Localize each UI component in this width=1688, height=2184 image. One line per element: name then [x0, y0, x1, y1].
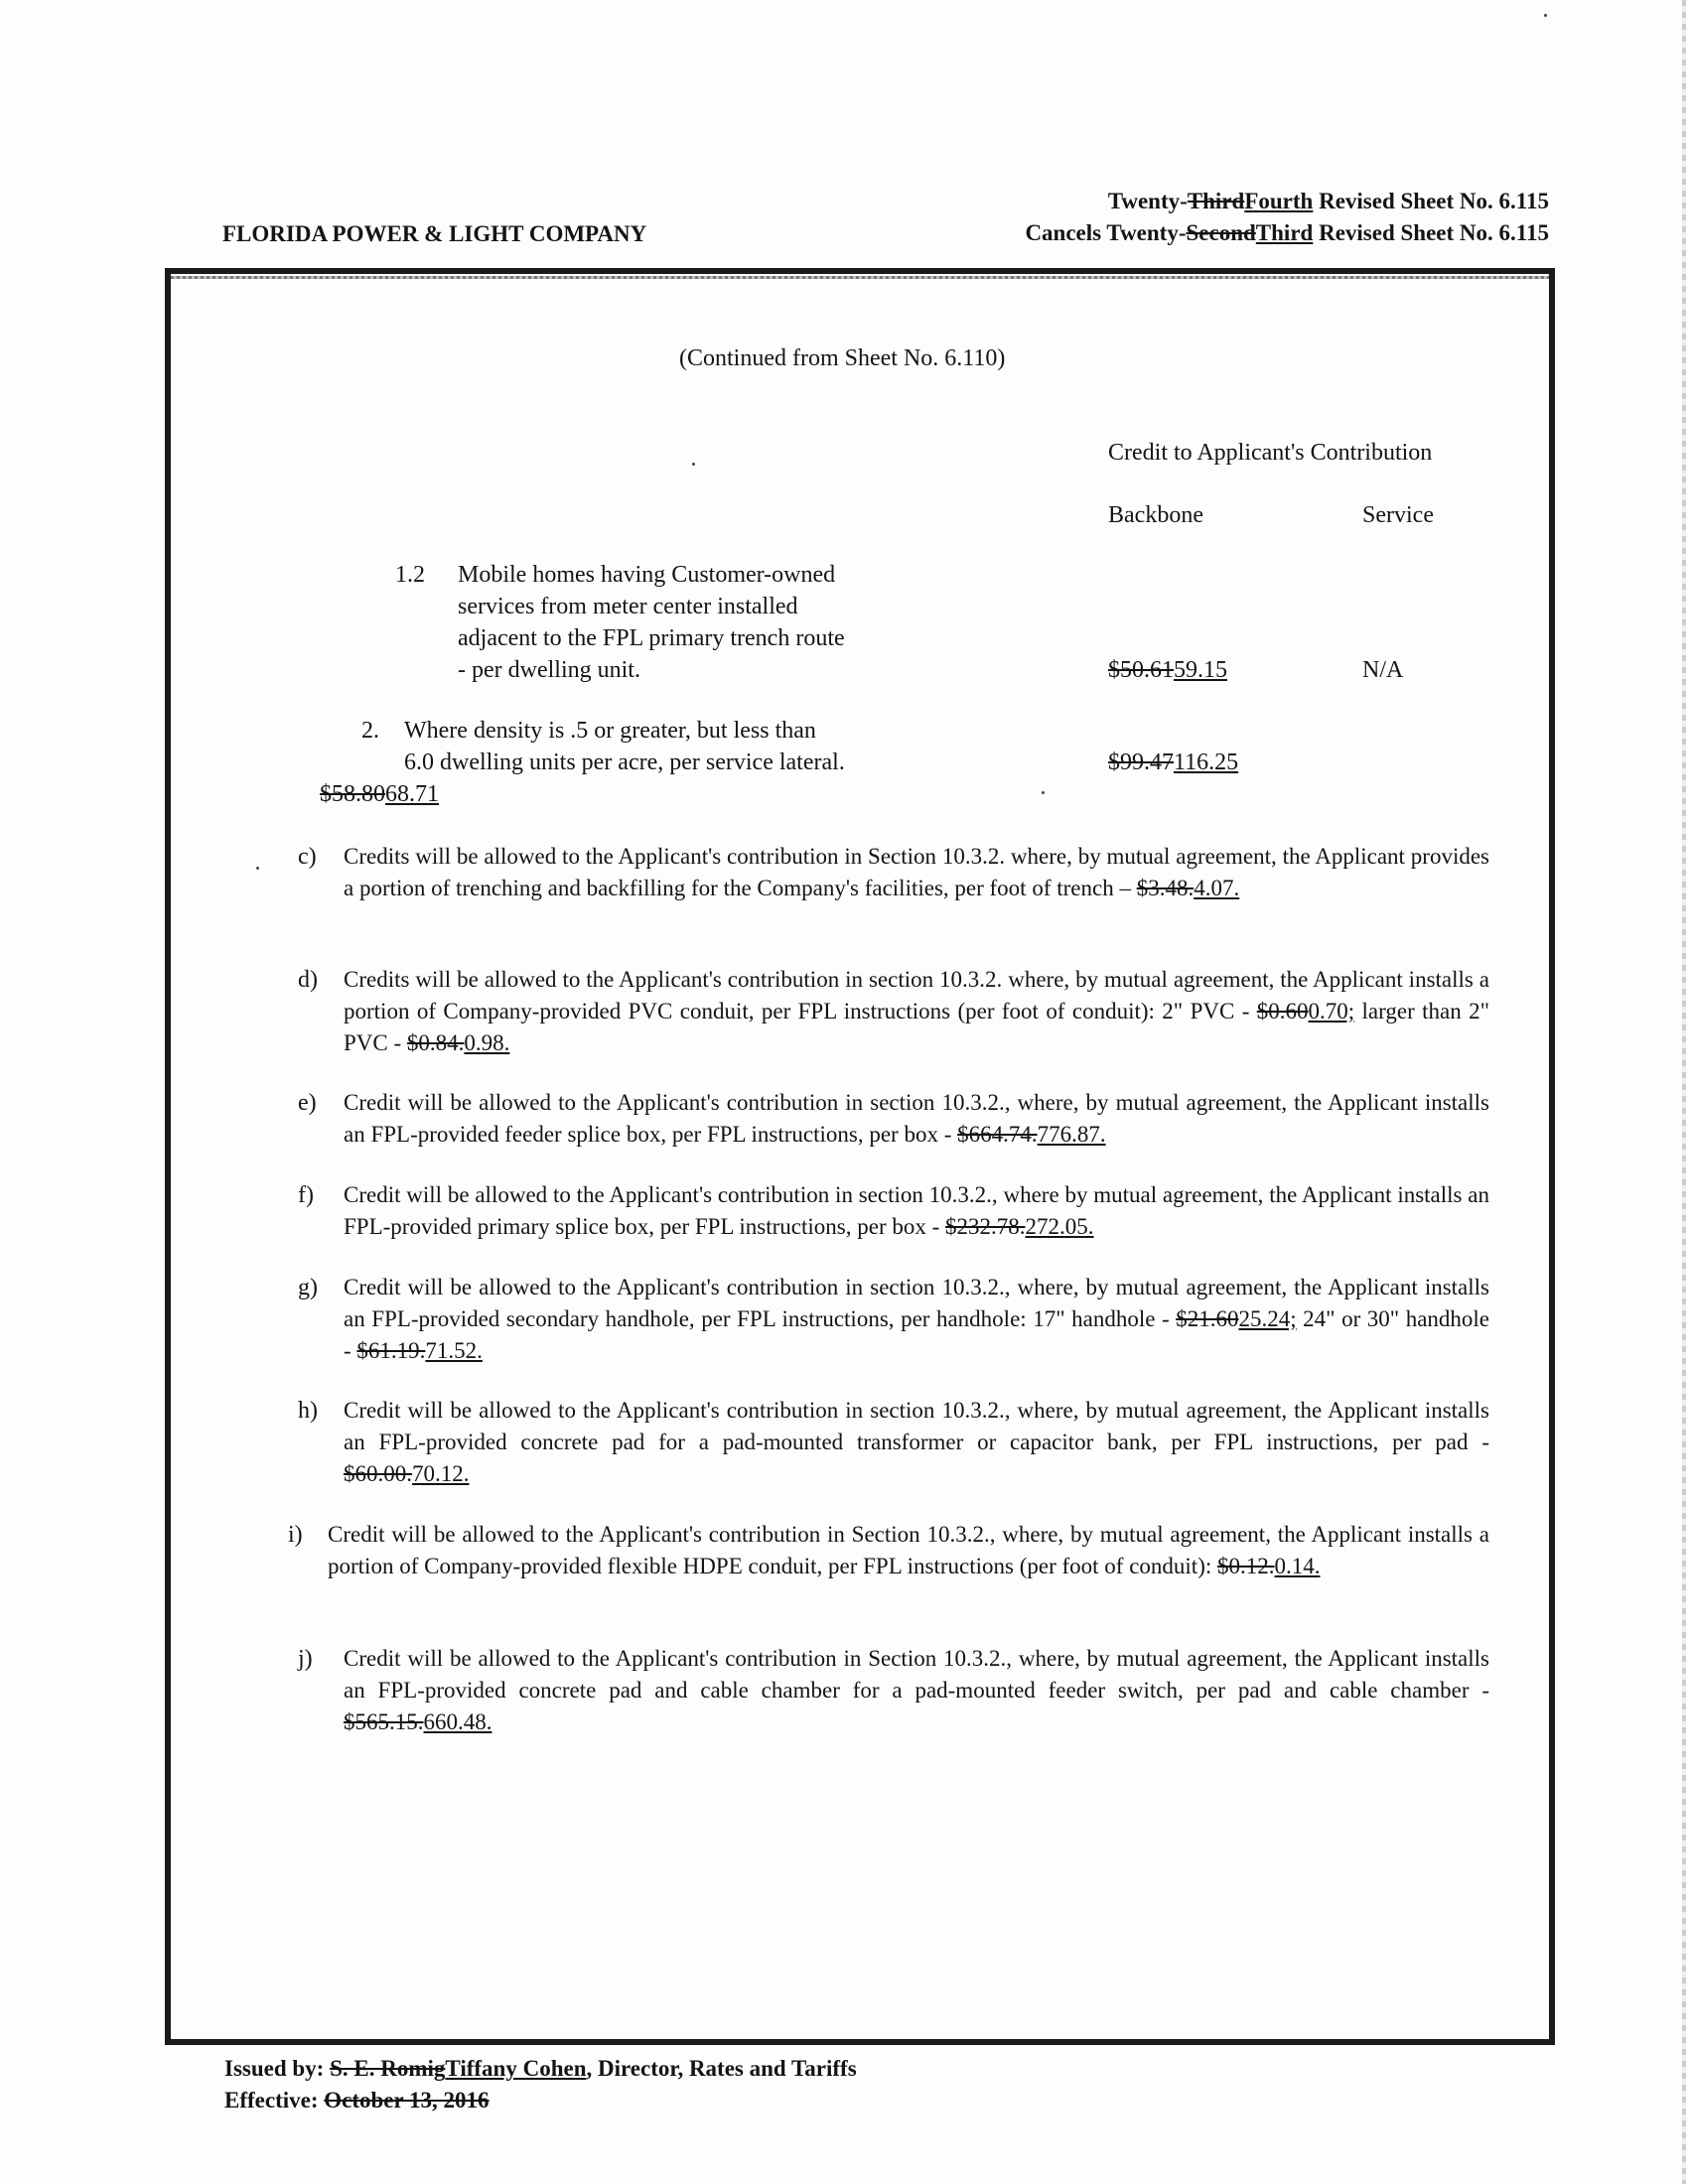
- effective-label: Effective:: [224, 2088, 325, 2113]
- revised-prefix: Twenty-: [1107, 189, 1188, 213]
- item-1-2-line: services from meter center installed: [458, 594, 798, 619]
- inserted-amount: 0.98.: [464, 1030, 510, 1055]
- deleted-amount: $58.80: [320, 781, 385, 807]
- paragraph-body: [328, 1519, 1489, 1582]
- scan-speck: [1042, 791, 1045, 794]
- deleted-amount: $232.78.: [945, 1214, 1026, 1239]
- item-1-2-line: adjacent to the FPL primary trench route: [458, 625, 845, 651]
- paragraph-label: g): [298, 1275, 318, 1300]
- credit-column-heading: Credit to Applicant's Contribution: [1108, 440, 1433, 466]
- service-column-heading: Service: [1362, 502, 1434, 528]
- deleted-amount: $50.61: [1108, 657, 1174, 683]
- inserted-amount: 0.70;: [1308, 999, 1355, 1024]
- deleted-amount: $565.15.: [344, 1709, 424, 1734]
- inserted-amount: 25.24;: [1238, 1306, 1297, 1331]
- paragraph-body: [344, 1272, 1489, 1367]
- paragraph-label: i): [288, 1522, 303, 1548]
- paragraph-text: Credit will be allowed to the Applicant's contribution in Section 10.3.2., where, by mutual agreement, the Applicant installs a portion of Company-provided flexible HDPE conduit, per FPL instructions (per foot of conduit):: [328, 1522, 1489, 1578]
- paragraph-j: [298, 1643, 1489, 1738]
- paragraph-text: Credit will be allowed to the Applicant's contribution in section 10.3.2., where, by mutual agreement, the Applicant installs an FPL-provided concrete pad for a pad-mounted transformer or capacitor bank, per FPL instructions, per pad -: [344, 1398, 1489, 1454]
- item-1-2-number: 1.2: [395, 562, 425, 588]
- paragraph-d: [298, 964, 1489, 1059]
- paragraph-text: Credit will be allowed to the Applicant's contribution in section 10.3.2., where by mutual agreement, the Applicant installs an FPL-provided primary splice box, per FPL instructions, per box -: [344, 1182, 1489, 1239]
- issued-inserted-name: Tiffany Cohen: [445, 2056, 587, 2081]
- deleted-amount: $0.60: [1256, 999, 1309, 1024]
- item-2-service-credit: [320, 778, 439, 810]
- paragraph-body: [344, 1395, 1489, 1490]
- inserted-amount: 776.87.: [1037, 1122, 1106, 1147]
- inserted-amount: 272.05.: [1025, 1214, 1094, 1239]
- paragraph-label: c): [298, 844, 317, 870]
- scan-speck: [692, 463, 695, 466]
- paragraph-text: 24" or 30" handhole -: [344, 1306, 1490, 1363]
- content-frame: [165, 268, 1555, 2045]
- paragraph-c: [298, 841, 1489, 904]
- issued-by: [224, 2056, 857, 2082]
- item-1-2-backbone-credit: [1108, 654, 1227, 686]
- paragraph-body: [344, 964, 1489, 1059]
- issued-deleted-name: S. E. Romig: [330, 2056, 446, 2081]
- cancels-inserted: Third: [1255, 220, 1314, 245]
- item-2-line: 6.0 dwelling units per acre, per service lateral.: [404, 750, 845, 775]
- item-1-2-service-credit: N/A: [1362, 657, 1404, 683]
- cancels-suffix: Revised Sheet No. 6.115: [1313, 220, 1549, 245]
- paragraph-text: Credit will be allowed to the Applicant's contribution in Section 10.3.2., where, by mutual agreement, the Applicant installs an FPL-provided concrete pad and cable chamber for a pad-mounted feeder switch, per pad and cable chamber -: [344, 1646, 1489, 1703]
- item-2-line: Where density is .5 or greater, but less than: [404, 718, 816, 744]
- cancels-deleted: Second: [1186, 220, 1256, 245]
- inserted-amount: 68.71: [385, 781, 439, 807]
- revised-inserted: Fourth: [1244, 189, 1314, 213]
- paragraph-f: [298, 1179, 1489, 1243]
- item-1-2-line: - per dwelling unit.: [458, 657, 640, 683]
- paragraph-label: d): [298, 967, 318, 993]
- deleted-amount: $99.47: [1108, 750, 1174, 775]
- effective-deleted-date: October 13, 2016: [324, 2088, 490, 2113]
- issued-label: Issued by:: [224, 2056, 331, 2081]
- deleted-amount: $0.12.: [1217, 1554, 1275, 1578]
- paragraph-text: larger than 2" PVC -: [344, 999, 1489, 1055]
- paragraph-label: e): [298, 1090, 317, 1116]
- paragraph-i: [288, 1519, 1489, 1582]
- inserted-amount: 660.48.: [423, 1709, 492, 1734]
- paragraph-e: [298, 1087, 1489, 1151]
- cancels-prefix: Cancels Twenty-: [1025, 220, 1187, 245]
- item-2-backbone-credit: [1108, 747, 1238, 778]
- continued-note: (Continued from Sheet No. 6.110): [679, 345, 1006, 371]
- paragraph-text: Credits will be allowed to the Applicant's contribution in Section 10.3.2. where, by mutual agreement, the Applicant provides a portion of trenching and backfilling for the Company's facilities, per foot of trench –: [344, 844, 1489, 900]
- paragraph-text: Credit will be allowed to the Applicant's contribution in section 10.3.2., where, by mutual agreement, the Applicant installs an FPL-provided secondary handhole, per FPL instructions, per handhole: 17" handhole -: [344, 1275, 1489, 1331]
- paragraph-text: Credits will be allowed to the Applicant's contribution in section 10.3.2. where, by mutual agreement, the Applicant installs a portion of Company-provided PVC conduit, per FPL instructions (per foot of conduit): 2" PVC -: [344, 967, 1489, 1024]
- paragraph-body: [344, 1179, 1489, 1243]
- revised-sheet-number: [1108, 189, 1549, 214]
- item-1-2-line: Mobile homes having Customer-owned: [458, 562, 836, 588]
- paragraph-body: [344, 1643, 1489, 1738]
- scan-speck: [1544, 14, 1547, 17]
- item-2-number: 2.: [361, 718, 379, 744]
- cancels-sheet-number: [1025, 220, 1549, 246]
- paragraph-g: [298, 1272, 1489, 1367]
- deleted-amount: $3.48.: [1136, 876, 1195, 900]
- backbone-column-heading: Backbone: [1108, 502, 1203, 528]
- paragraph-h: [298, 1395, 1489, 1490]
- paragraph-body: [344, 1087, 1489, 1151]
- paragraph-label: f): [298, 1182, 314, 1208]
- inserted-amount: 70.12.: [412, 1461, 470, 1486]
- effective-date: [224, 2088, 490, 2114]
- scan-speck: [256, 867, 259, 870]
- paragraph-label: h): [298, 1398, 318, 1424]
- deleted-amount: $0.84.: [406, 1030, 465, 1055]
- paragraph-text: Credit will be allowed to the Applicant's contribution in section 10.3.2., where, by mutual agreement, the Applicant installs an FPL-provided feeder splice box, per FPL instructions, per box -: [344, 1090, 1489, 1147]
- revised-deleted: Third: [1187, 189, 1245, 213]
- deleted-amount: $21.60: [1176, 1306, 1239, 1331]
- inserted-amount: 0.14.: [1274, 1554, 1321, 1578]
- deleted-amount: $664.74.: [957, 1122, 1038, 1147]
- issued-title: , Director, Rates and Tariffs: [586, 2056, 857, 2081]
- scan-margin-edge: [1682, 0, 1686, 2184]
- company-name: FLORIDA POWER & LIGHT COMPANY: [222, 221, 647, 246]
- inserted-amount: 4.07.: [1194, 876, 1240, 900]
- paragraph-label: j): [298, 1646, 313, 1672]
- deleted-amount: $61.19.: [356, 1338, 426, 1363]
- deleted-amount: $60.00.: [344, 1461, 412, 1486]
- paragraph-body: [344, 841, 1489, 904]
- revised-suffix: Revised Sheet No. 6.115: [1313, 189, 1549, 213]
- inserted-amount: 59.15: [1174, 657, 1227, 683]
- inserted-amount: 116.25: [1174, 750, 1239, 775]
- inserted-amount: 71.52.: [425, 1338, 483, 1363]
